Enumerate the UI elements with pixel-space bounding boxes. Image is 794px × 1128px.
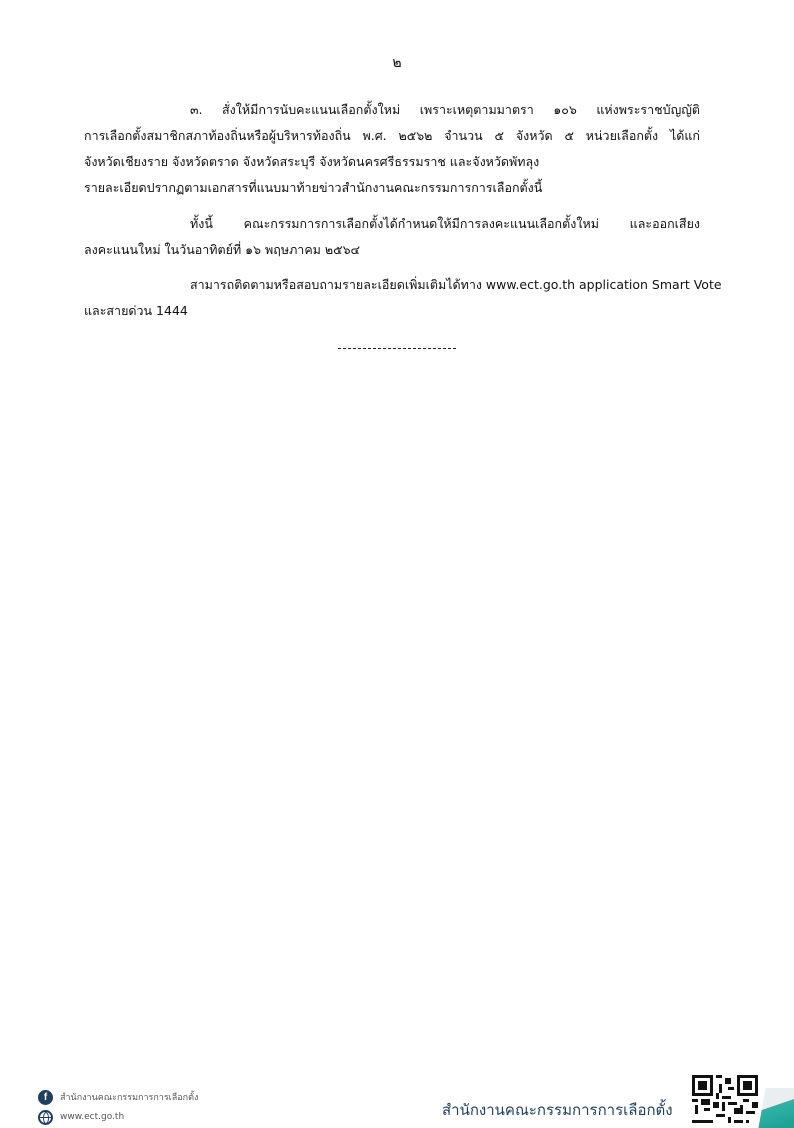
paragraph-line: สามารถติดตามหรือสอบถามรายละเอียดเพิ่มเติมได้ทาง www.ect.go.th application Smart Vote [190, 277, 722, 292]
brand-accent-shape [758, 1088, 794, 1128]
globe-icon [38, 1110, 53, 1125]
paragraph-line: ทั้งนี้ คณะกรรมการการเลือกตั้งได้กำหนดให้มีการลงคะแนนเลือกตั้งใหม่ และออกเสียง [190, 216, 700, 231]
paragraph-revote-date [84, 211, 700, 263]
paragraph-line: ๓. สั่งให้มีการนับคะแนนเลือกตั้งใหม่ เพราะเหตุตามมาตรา ๑๐๖ แห่งพระราชบัญญัติ [190, 102, 700, 117]
paragraph-line: การเลือกตั้งสมาชิกสภาท้องถิ่นหรือผู้บริหารท้องถิ่น พ.ศ. ๒๕๖๒ จำนวน ๕ จังหวัด ๕ หน่วยเลือกตั้ง ได้แก่ [84, 128, 700, 143]
paragraph-recount-order [84, 97, 700, 201]
end-divider [338, 338, 456, 349]
website-label: www.ect.go.th [60, 1112, 125, 1122]
facebook-label: สำนักงานคณะกรรมการการเลือกตั้ง [60, 1093, 199, 1103]
footer-contacts [38, 1087, 198, 1127]
facebook-icon: f [38, 1090, 53, 1105]
paragraph-contact-info [84, 272, 722, 324]
paragraph-line: และสายด่วน 1444 [84, 303, 188, 318]
paragraph-line: รายละเอียดปรากฏตามเอกสารที่แนบมาท้ายข่าวสำนักงานคณะกรรมการการเลือกตั้งนี้ [84, 180, 543, 195]
footer-org-name: สำนักงานคณะกรรมการการเลือกตั้ง [442, 1101, 673, 1119]
footer-website[interactable] [38, 1107, 198, 1127]
footer-facebook[interactable] [38, 1087, 198, 1107]
qr-code-icon [692, 1075, 758, 1123]
page-number: ๒ [392, 55, 402, 71]
paragraph-line: จังหวัดเชียงราย จังหวัดตราด จังหวัดสระบุรี จังหวัดนครศรีธรรมราช และจังหวัดพัทลุง [84, 154, 540, 169]
paragraph-line: ลงคะแนนใหม่ ในวันอาทิตย์ที่ ๑๖ พฤษภาคม ๒๕๖๔ [84, 242, 360, 257]
